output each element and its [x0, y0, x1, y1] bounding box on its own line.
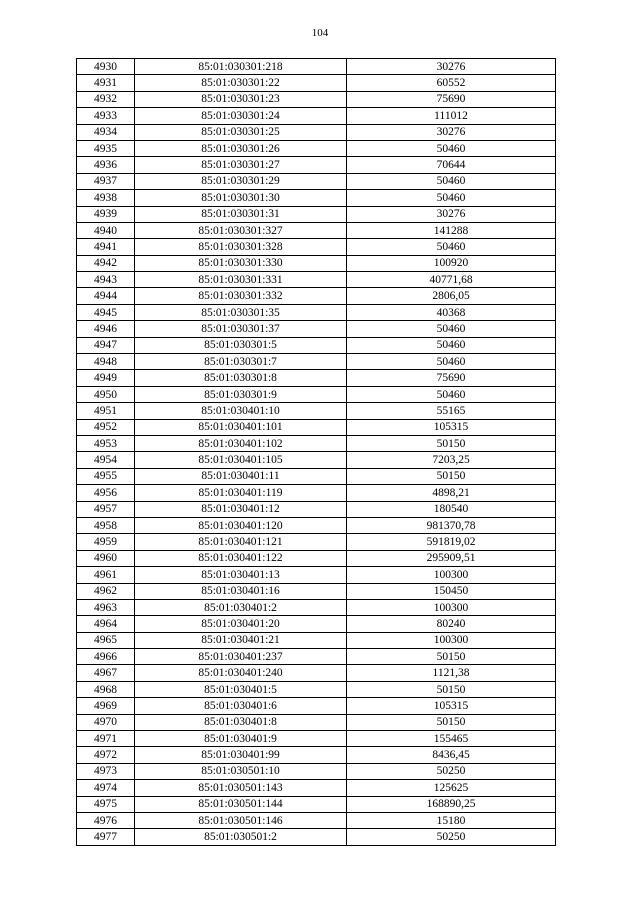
value-cell: 40771,68	[347, 272, 556, 288]
row-number-cell: 4969	[77, 698, 135, 714]
value-cell: 100920	[347, 255, 556, 271]
table-row	[77, 157, 556, 173]
cadastral-number-cell: 85:01:030401:120	[135, 517, 347, 533]
value-cell: 75690	[347, 91, 556, 107]
cadastral-number-cell: 85:01:030301:25	[135, 124, 347, 140]
value-cell: 60552	[347, 75, 556, 91]
table-row	[77, 501, 556, 517]
table-row	[77, 714, 556, 730]
value-cell: 100300	[347, 599, 556, 615]
table-row	[77, 190, 556, 206]
table-row	[77, 665, 556, 681]
row-number-cell: 4930	[77, 59, 135, 75]
table-row	[77, 337, 556, 353]
table-row	[77, 468, 556, 484]
value-cell: 111012	[347, 108, 556, 124]
table-row	[77, 747, 556, 763]
cadastral-number-cell: 85:01:030301:29	[135, 173, 347, 189]
row-number-cell: 4939	[77, 206, 135, 222]
value-cell: 295909,51	[347, 550, 556, 566]
table-row	[77, 731, 556, 747]
cadastral-number-cell: 85:01:030301:328	[135, 239, 347, 255]
row-number-cell: 4951	[77, 403, 135, 419]
cadastral-number-cell: 85:01:030301:26	[135, 140, 347, 156]
row-number-cell: 4932	[77, 91, 135, 107]
value-cell: 70644	[347, 157, 556, 173]
value-cell: 55165	[347, 403, 556, 419]
table-row	[77, 91, 556, 107]
cadastral-number-cell: 85:01:030401:119	[135, 485, 347, 501]
value-cell: 30276	[347, 124, 556, 140]
row-number-cell: 4976	[77, 812, 135, 828]
cadastral-number-cell: 85:01:030501:144	[135, 796, 347, 812]
value-cell: 4898,21	[347, 485, 556, 501]
table-row	[77, 304, 556, 320]
row-number-cell: 4963	[77, 599, 135, 615]
value-cell: 80240	[347, 616, 556, 632]
cadastral-number-cell: 85:01:030401:16	[135, 583, 347, 599]
cadastral-number-cell: 85:01:030301:9	[135, 386, 347, 402]
row-number-cell: 4957	[77, 501, 135, 517]
cadastral-number-cell: 85:01:030401:13	[135, 567, 347, 583]
value-cell: 50460	[347, 337, 556, 353]
table-row	[77, 386, 556, 402]
cadastral-number-cell: 85:01:030301:330	[135, 255, 347, 271]
cadastral-number-cell: 85:01:030301:35	[135, 304, 347, 320]
cadastral-number-cell: 85:01:030301:27	[135, 157, 347, 173]
table-row	[77, 419, 556, 435]
cadastral-number-cell: 85:01:030301:218	[135, 59, 347, 75]
value-cell: 30276	[347, 206, 556, 222]
value-cell: 1121,38	[347, 665, 556, 681]
cadastral-number-cell: 85:01:030301:327	[135, 222, 347, 238]
table-row	[77, 534, 556, 550]
value-cell: 8436,45	[347, 747, 556, 763]
value-cell: 100300	[347, 567, 556, 583]
row-number-cell: 4954	[77, 452, 135, 468]
row-number-cell: 4947	[77, 337, 135, 353]
row-number-cell: 4948	[77, 354, 135, 370]
row-number-cell: 4958	[77, 517, 135, 533]
value-cell: 30276	[347, 59, 556, 75]
row-number-cell: 4952	[77, 419, 135, 435]
table-row	[77, 616, 556, 632]
table-row	[77, 550, 556, 566]
cadastral-number-cell: 85:01:030301:7	[135, 354, 347, 370]
value-cell: 50460	[347, 173, 556, 189]
table-row	[77, 140, 556, 156]
cadastral-number-cell: 85:01:030301:31	[135, 206, 347, 222]
row-number-cell: 4938	[77, 190, 135, 206]
cadastral-number-cell: 85:01:030401:122	[135, 550, 347, 566]
cadastral-number-cell: 85:01:030401:5	[135, 681, 347, 697]
row-number-cell: 4972	[77, 747, 135, 763]
row-number-cell: 4955	[77, 468, 135, 484]
cadastral-number-cell: 85:01:030401:101	[135, 419, 347, 435]
value-cell: 50460	[347, 321, 556, 337]
value-cell: 50460	[347, 140, 556, 156]
row-number-cell: 4966	[77, 649, 135, 665]
cadastral-number-cell: 85:01:030301:331	[135, 272, 347, 288]
cadastral-number-cell: 85:01:030501:143	[135, 780, 347, 796]
row-number-cell: 4940	[77, 222, 135, 238]
row-number-cell: 4956	[77, 485, 135, 501]
cadastral-number-cell: 85:01:030401:12	[135, 501, 347, 517]
cadastral-number-cell: 85:01:030401:2	[135, 599, 347, 615]
row-number-cell: 4964	[77, 616, 135, 632]
table-row	[77, 272, 556, 288]
value-cell: 2806,05	[347, 288, 556, 304]
value-cell: 50150	[347, 681, 556, 697]
table-row	[77, 222, 556, 238]
value-cell: 50460	[347, 354, 556, 370]
row-number-cell: 4934	[77, 124, 135, 140]
row-number-cell: 4971	[77, 731, 135, 747]
cadastral-number-cell: 85:01:030401:99	[135, 747, 347, 763]
value-cell: 150450	[347, 583, 556, 599]
table-row	[77, 632, 556, 648]
cadastral-number-cell: 85:01:030301:332	[135, 288, 347, 304]
table-row	[77, 780, 556, 796]
row-number-cell: 4977	[77, 829, 135, 845]
cadastral-number-cell: 85:01:030301:30	[135, 190, 347, 206]
row-number-cell: 4965	[77, 632, 135, 648]
cadastral-number-cell: 85:01:030301:24	[135, 108, 347, 124]
row-number-cell: 4962	[77, 583, 135, 599]
cadastral-number-cell: 85:01:030401:121	[135, 534, 347, 550]
row-number-cell: 4961	[77, 567, 135, 583]
page-number: 104	[311, 27, 329, 39]
table-row	[77, 108, 556, 124]
table-row	[77, 239, 556, 255]
table-row	[77, 599, 556, 615]
table-row	[77, 435, 556, 451]
cadastral-number-cell: 85:01:030501:2	[135, 829, 347, 845]
row-number-cell: 4936	[77, 157, 135, 173]
cadastral-number-cell: 85:01:030501:146	[135, 812, 347, 828]
cadastral-number-cell: 85:01:030401:8	[135, 714, 347, 730]
row-number-cell: 4946	[77, 321, 135, 337]
cadastral-number-cell: 85:01:030501:10	[135, 763, 347, 779]
cadastral-number-cell: 85:01:030301:22	[135, 75, 347, 91]
value-cell: 100300	[347, 632, 556, 648]
row-number-cell: 4933	[77, 108, 135, 124]
table-row	[77, 255, 556, 271]
value-cell: 105315	[347, 698, 556, 714]
cadastral-number-cell: 85:01:030401:240	[135, 665, 347, 681]
table-row	[77, 354, 556, 370]
value-cell: 50250	[347, 763, 556, 779]
row-number-cell: 4937	[77, 173, 135, 189]
table-row	[77, 812, 556, 828]
table-row	[77, 403, 556, 419]
value-cell: 50460	[347, 190, 556, 206]
value-cell: 50150	[347, 468, 556, 484]
row-number-cell: 4943	[77, 272, 135, 288]
cadastral-number-cell: 85:01:030401:9	[135, 731, 347, 747]
value-cell: 981370,78	[347, 517, 556, 533]
value-cell: 15180	[347, 812, 556, 828]
data-table	[76, 58, 556, 846]
table-row	[77, 206, 556, 222]
row-number-cell: 4944	[77, 288, 135, 304]
row-number-cell: 4968	[77, 681, 135, 697]
table-row	[77, 59, 556, 75]
table-row	[77, 763, 556, 779]
value-cell: 50460	[347, 386, 556, 402]
table-row	[77, 321, 556, 337]
value-cell: 50460	[347, 239, 556, 255]
row-number-cell: 4935	[77, 140, 135, 156]
table-row	[77, 829, 556, 845]
value-cell: 50250	[347, 829, 556, 845]
value-cell: 155465	[347, 731, 556, 747]
row-number-cell: 4973	[77, 763, 135, 779]
value-cell: 50150	[347, 649, 556, 665]
table-row	[77, 173, 556, 189]
cadastral-number-cell: 85:01:030401:10	[135, 403, 347, 419]
value-cell: 141288	[347, 222, 556, 238]
row-number-cell: 4950	[77, 386, 135, 402]
row-number-cell: 4970	[77, 714, 135, 730]
value-cell: 591819,02	[347, 534, 556, 550]
value-cell: 75690	[347, 370, 556, 386]
table-row	[77, 796, 556, 812]
value-cell: 168890,25	[347, 796, 556, 812]
table-body	[77, 59, 556, 846]
value-cell: 40368	[347, 304, 556, 320]
table-row	[77, 124, 556, 140]
row-number-cell: 4942	[77, 255, 135, 271]
row-number-cell: 4974	[77, 780, 135, 796]
row-number-cell: 4949	[77, 370, 135, 386]
row-number-cell: 4967	[77, 665, 135, 681]
table-row	[77, 681, 556, 697]
cadastral-number-cell: 85:01:030401:102	[135, 435, 347, 451]
value-cell: 50150	[347, 714, 556, 730]
value-cell: 125625	[347, 780, 556, 796]
row-number-cell: 4941	[77, 239, 135, 255]
row-number-cell: 4959	[77, 534, 135, 550]
cadastral-number-cell: 85:01:030301:37	[135, 321, 347, 337]
table-row	[77, 75, 556, 91]
cadastral-number-cell: 85:01:030401:11	[135, 468, 347, 484]
value-cell: 7203,25	[347, 452, 556, 468]
cadastral-number-cell: 85:01:030301:5	[135, 337, 347, 353]
cadastral-number-cell: 85:01:030301:8	[135, 370, 347, 386]
row-number-cell: 4975	[77, 796, 135, 812]
cadastral-number-cell: 85:01:030401:20	[135, 616, 347, 632]
row-number-cell: 4931	[77, 75, 135, 91]
table-row	[77, 649, 556, 665]
cadastral-number-cell: 85:01:030401:237	[135, 649, 347, 665]
row-number-cell: 4953	[77, 435, 135, 451]
table-row	[77, 698, 556, 714]
row-number-cell: 4945	[77, 304, 135, 320]
table-row	[77, 452, 556, 468]
row-number-cell: 4960	[77, 550, 135, 566]
table-row	[77, 370, 556, 386]
value-cell: 105315	[347, 419, 556, 435]
table-row	[77, 583, 556, 599]
value-cell: 50150	[347, 435, 556, 451]
cadastral-number-cell: 85:01:030401:6	[135, 698, 347, 714]
cadastral-number-cell: 85:01:030301:23	[135, 91, 347, 107]
cadastral-number-cell: 85:01:030401:105	[135, 452, 347, 468]
table-row	[77, 288, 556, 304]
value-cell: 180540	[347, 501, 556, 517]
table-row	[77, 485, 556, 501]
cadastral-number-cell: 85:01:030401:21	[135, 632, 347, 648]
table-row	[77, 567, 556, 583]
table-row	[77, 517, 556, 533]
